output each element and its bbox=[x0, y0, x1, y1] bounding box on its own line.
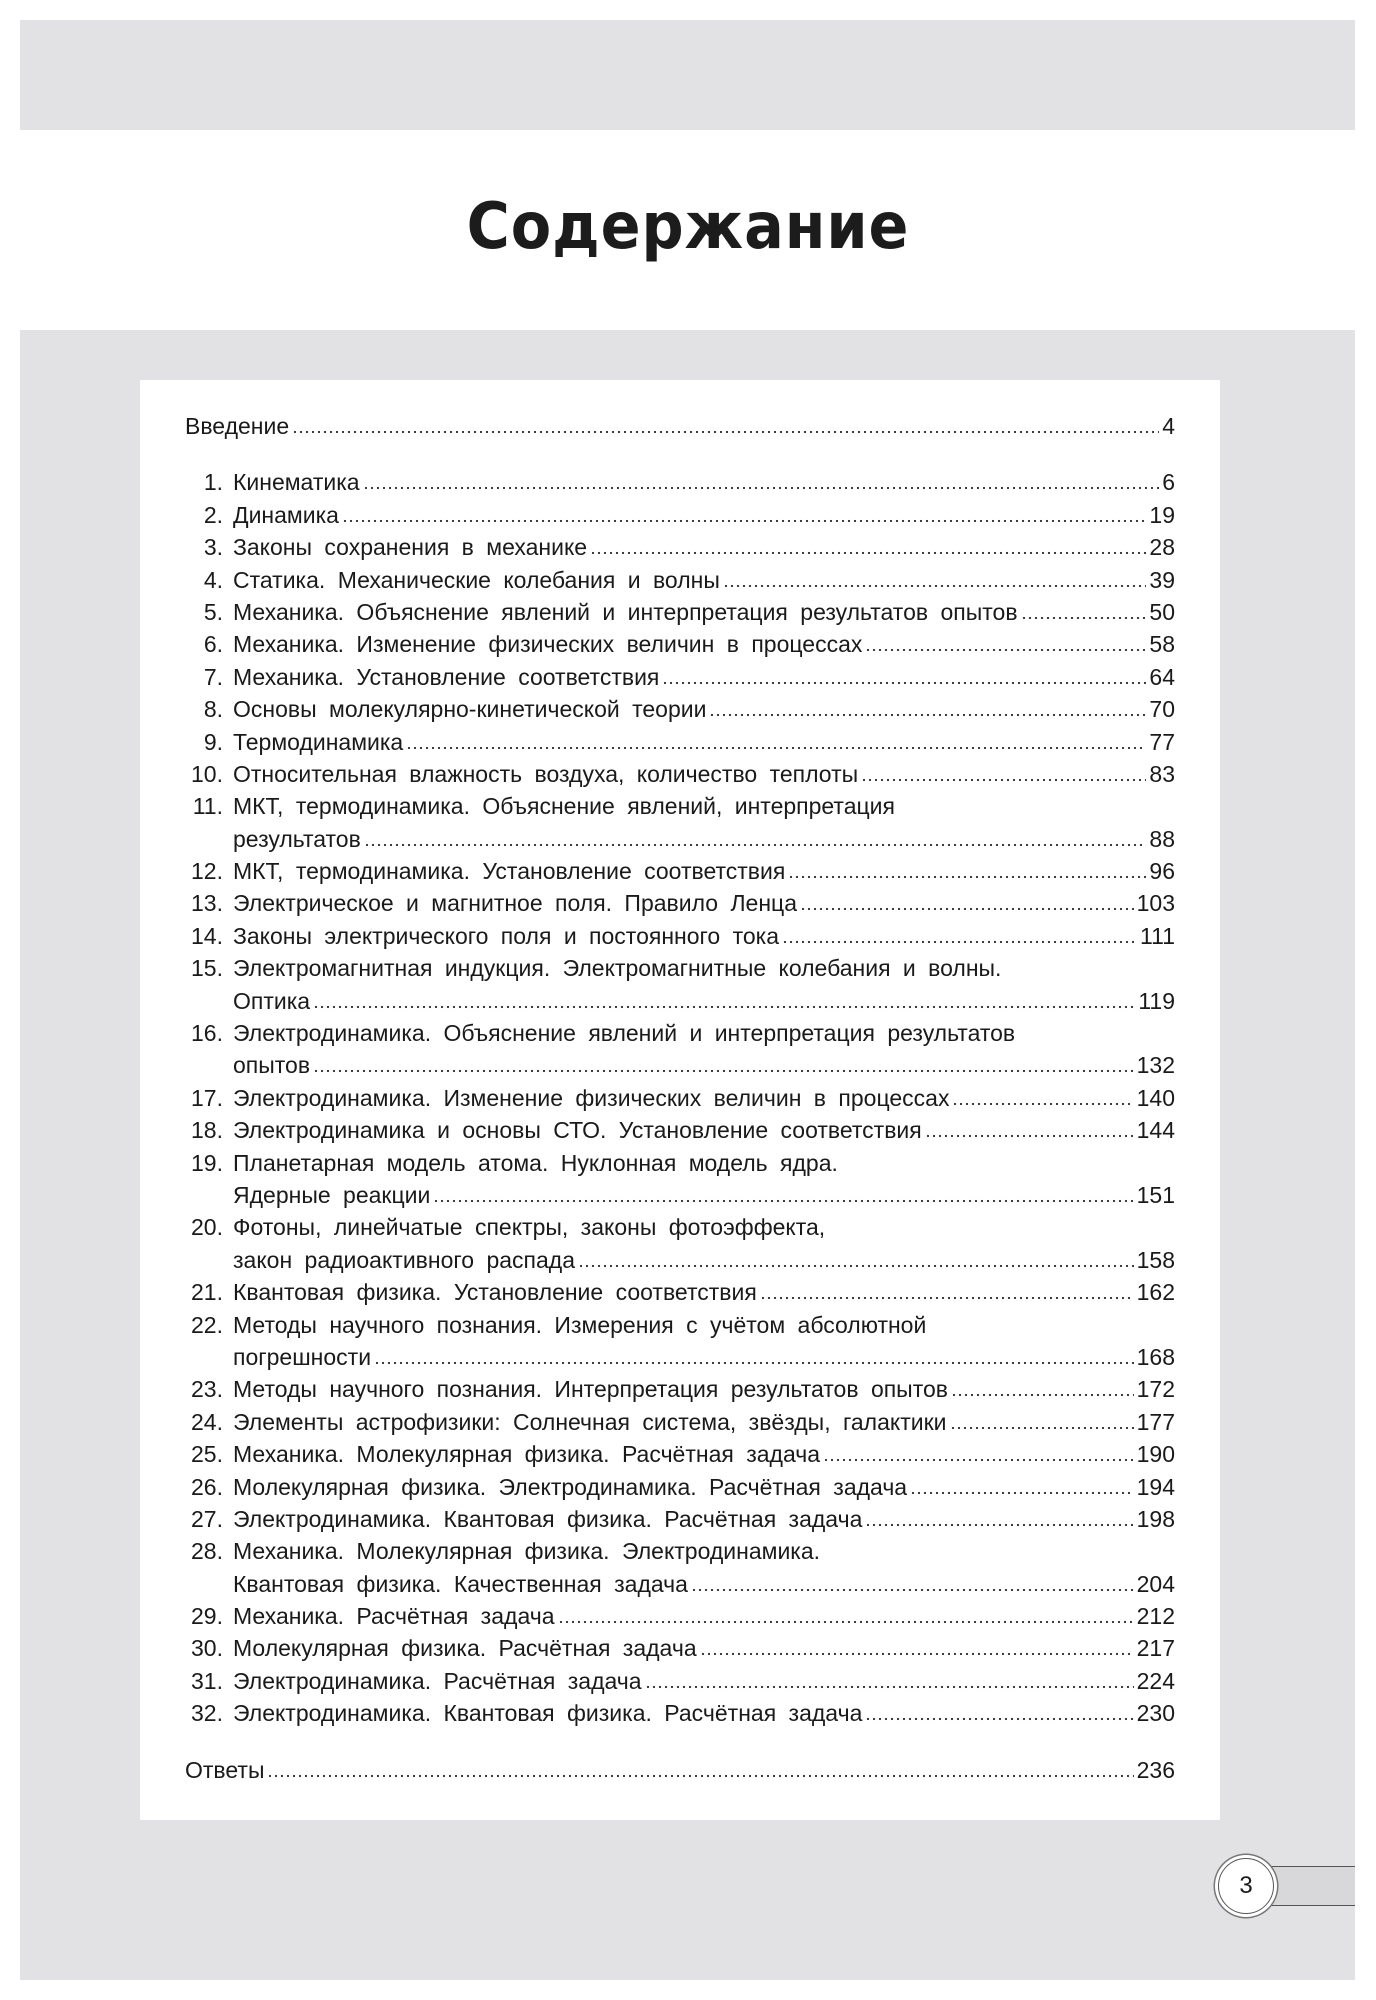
toc-sheet bbox=[140, 380, 1220, 1820]
dot-leader bbox=[709, 713, 1146, 717]
toc-entry[interactable] bbox=[185, 1049, 1175, 1081]
toc-entry-number: 22. bbox=[191, 1311, 223, 1338]
toc-entry-number: 17. bbox=[191, 1084, 223, 1111]
toc-entry[interactable] bbox=[185, 1697, 1175, 1729]
table-of-contents bbox=[185, 410, 1175, 1786]
dot-leader bbox=[363, 486, 1160, 490]
toc-entry-number: 8. bbox=[203, 696, 223, 723]
toc-page: 230 bbox=[1136, 1700, 1175, 1727]
dot-leader bbox=[662, 681, 1146, 685]
toc-entry[interactable] bbox=[185, 1600, 1175, 1632]
toc-entry-title: Элементы астрофизики: Солнечная система, звёзды, галактики bbox=[233, 1408, 947, 1435]
toc-page: 177 bbox=[1136, 1408, 1175, 1435]
dot-leader bbox=[313, 1069, 1134, 1073]
dot-leader bbox=[342, 519, 1146, 523]
toc-entry-title: Механика. Установление соответствия bbox=[233, 663, 660, 690]
toc-entry-title: Фотоны, линейчатые спектры, законы фотоэффекта, bbox=[233, 1214, 826, 1241]
toc-entry-title: Квантовая физика. Качественная задача bbox=[233, 1570, 688, 1597]
toc-entry[interactable] bbox=[185, 1309, 1175, 1341]
toc-entry-title: Законы электрического поля и постоянного тока bbox=[233, 922, 780, 949]
toc-entry-number: 26. bbox=[191, 1473, 223, 1500]
toc-entry[interactable] bbox=[185, 1471, 1175, 1503]
toc-entry-number: 21. bbox=[191, 1279, 223, 1306]
dot-leader bbox=[645, 1685, 1134, 1689]
toc-page: 151 bbox=[1136, 1181, 1175, 1208]
dot-leader bbox=[558, 1620, 1134, 1624]
toc-entry[interactable] bbox=[185, 531, 1175, 563]
toc-entry-title: Электродинамика. Квантовая физика. Расчётная задача bbox=[233, 1505, 863, 1532]
toc-entry-title: Статика. Механические колебания и волны bbox=[233, 566, 720, 593]
toc-entry-number: 9. bbox=[203, 728, 223, 755]
toc-page: 162 bbox=[1136, 1279, 1175, 1306]
toc-entry-number: 29. bbox=[191, 1603, 223, 1630]
toc-entry[interactable] bbox=[185, 758, 1175, 790]
toc-entry-title: Законы сохранения в механике bbox=[233, 534, 588, 561]
toc-entry[interactable] bbox=[185, 596, 1175, 628]
toc-page: 70 bbox=[1149, 696, 1175, 723]
toc-entry[interactable] bbox=[185, 1341, 1175, 1373]
toc-page: 88 bbox=[1149, 825, 1175, 852]
dot-leader bbox=[800, 907, 1134, 911]
toc-entry-number: 11. bbox=[192, 793, 223, 820]
toc-entry-number: 7. bbox=[203, 663, 223, 690]
toc-entry-number: 18. bbox=[191, 1117, 223, 1144]
toc-page: 144 bbox=[1136, 1117, 1175, 1144]
toc-entry[interactable] bbox=[185, 1535, 1175, 1567]
toc-entry-title: Основы молекулярно-кинетической теории bbox=[233, 696, 707, 723]
toc-entry-number: 2. bbox=[203, 501, 223, 528]
toc-page: 39 bbox=[1149, 566, 1175, 593]
toc-entry[interactable] bbox=[185, 693, 1175, 725]
toc-page: 158 bbox=[1136, 1246, 1175, 1273]
toc-entry[interactable] bbox=[185, 1179, 1175, 1211]
dot-leader bbox=[374, 1361, 1134, 1365]
toc-entry-number: 30. bbox=[191, 1635, 223, 1662]
toc-entry[interactable] bbox=[185, 1017, 1175, 1049]
toc-entry-number: 15. bbox=[191, 955, 223, 982]
toc-entry-title: Механика. Изменение физических величин в процессах bbox=[233, 631, 863, 658]
dot-leader bbox=[406, 746, 1146, 750]
dot-leader bbox=[700, 1652, 1134, 1656]
dot-leader bbox=[910, 1491, 1134, 1495]
toc-page: 236 bbox=[1136, 1756, 1175, 1783]
toc-entry-number: 13. bbox=[191, 890, 223, 917]
toc-entry-number: 20. bbox=[191, 1214, 223, 1241]
toc-entry[interactable] bbox=[185, 790, 1175, 822]
toc-page: 83 bbox=[1149, 760, 1175, 787]
toc-entry-number: 16. bbox=[191, 1020, 223, 1047]
toc-entry[interactable] bbox=[185, 466, 1175, 498]
toc-entry-title: Механика. Объяснение явлений и интерпретация результатов опытов bbox=[233, 598, 1018, 625]
toc-entries bbox=[185, 466, 1175, 1729]
toc-entry-title: Относительная влажность воздуха, количество теплоты bbox=[233, 760, 859, 787]
toc-entry-number: 1. bbox=[203, 469, 223, 496]
toc-answers-label: Ответы bbox=[185, 1756, 265, 1783]
toc-entry[interactable] bbox=[185, 985, 1175, 1017]
dot-leader bbox=[951, 1393, 1134, 1397]
toc-entry[interactable] bbox=[185, 1373, 1175, 1405]
dot-leader bbox=[952, 1102, 1133, 1106]
dot-leader bbox=[861, 778, 1146, 782]
toc-entry[interactable] bbox=[185, 887, 1175, 919]
toc-page: 64 bbox=[1149, 663, 1175, 690]
toc-entry-number: 32. bbox=[191, 1700, 223, 1727]
toc-entry-number: 10. bbox=[191, 760, 223, 787]
dot-leader bbox=[292, 430, 1159, 434]
toc-page: 140 bbox=[1136, 1084, 1175, 1111]
dot-leader bbox=[313, 1005, 1135, 1009]
dot-leader bbox=[823, 1458, 1134, 1462]
toc-page: 168 bbox=[1136, 1343, 1175, 1370]
toc-entry-title: Термодинамика bbox=[233, 728, 404, 755]
toc-page: 198 bbox=[1136, 1505, 1175, 1532]
toc-entry[interactable] bbox=[185, 1114, 1175, 1146]
toc-page: 132 bbox=[1136, 1052, 1175, 1079]
toc-page: 4 bbox=[1162, 413, 1175, 439]
toc-entry-title: результатов bbox=[233, 825, 361, 852]
toc-entry[interactable] bbox=[185, 564, 1175, 596]
dot-leader bbox=[865, 1523, 1133, 1527]
dot-leader bbox=[788, 875, 1146, 879]
dot-leader bbox=[590, 551, 1146, 555]
toc-entry-title: Электродинамика. Расчётная задача bbox=[233, 1667, 642, 1694]
toc-page: 19 bbox=[1149, 501, 1175, 528]
toc-entry-number: 27. bbox=[191, 1505, 223, 1532]
toc-intro-label: Введение bbox=[185, 413, 290, 439]
toc-entry[interactable] bbox=[185, 1406, 1175, 1438]
toc-entry[interactable] bbox=[185, 661, 1175, 693]
toc-entry-title: Электромагнитная индукция. Электромагнитные колебания и волны. bbox=[233, 955, 1002, 982]
toc-entry-number: 24. bbox=[191, 1408, 223, 1435]
dot-leader bbox=[925, 1134, 1134, 1138]
toc-entry-number: 5. bbox=[203, 598, 223, 625]
toc-entry[interactable] bbox=[185, 1568, 1175, 1600]
toc-page: 204 bbox=[1136, 1570, 1175, 1597]
toc-page: 28 bbox=[1149, 534, 1175, 561]
toc-page: 6 bbox=[1162, 469, 1175, 496]
page-title: Содержание bbox=[466, 190, 910, 264]
toc-entry-title: Планетарная модель атома. Нуклонная модель ядра. bbox=[233, 1149, 838, 1176]
toc-entry[interactable] bbox=[185, 1438, 1175, 1470]
toc-entry-title: Электродинамика. Квантовая физика. Расчётная задача bbox=[233, 1700, 863, 1727]
toc-entry-title: Методы научного познания. Измерения с учётом абсолютной bbox=[233, 1311, 927, 1338]
toc-page: 212 bbox=[1136, 1603, 1175, 1630]
toc-entry-number: 4. bbox=[203, 566, 223, 593]
dot-leader bbox=[578, 1264, 1134, 1268]
toc-entry[interactable] bbox=[185, 1503, 1175, 1535]
toc-entry[interactable] bbox=[185, 499, 1175, 531]
toc-entry-number: 25. bbox=[191, 1441, 223, 1468]
dot-leader bbox=[782, 940, 1137, 944]
dot-leader bbox=[760, 1296, 1134, 1300]
toc-page: 50 bbox=[1149, 598, 1175, 625]
dot-leader bbox=[433, 1199, 1133, 1203]
toc-page: 96 bbox=[1149, 858, 1175, 885]
toc-entry-number: 6. bbox=[203, 631, 223, 658]
toc-page: 224 bbox=[1136, 1667, 1175, 1694]
toc-page: 194 bbox=[1136, 1473, 1175, 1500]
toc-entry-title: погрешности bbox=[233, 1343, 372, 1370]
toc-entry-number: 23. bbox=[191, 1376, 223, 1403]
toc-entry-title: закон радиоактивного распада bbox=[233, 1246, 575, 1273]
toc-entry[interactable] bbox=[185, 1632, 1175, 1664]
toc-entry[interactable] bbox=[185, 726, 1175, 758]
toc-entry-title: Электрическое и магнитное поля. Правило Ленца bbox=[233, 890, 798, 917]
dot-leader bbox=[723, 584, 1147, 588]
toc-entry[interactable] bbox=[185, 1082, 1175, 1114]
toc-entry-title: МКТ, термодинамика. Установление соответствия bbox=[233, 858, 786, 885]
toc-entry-title: Электродинамика и основы СТО. Установление соответствия bbox=[233, 1117, 922, 1144]
toc-entry[interactable] bbox=[185, 855, 1175, 887]
dot-leader bbox=[950, 1426, 1134, 1430]
toc-answers[interactable] bbox=[185, 1754, 1175, 1786]
toc-entry[interactable] bbox=[185, 823, 1175, 855]
dot-leader bbox=[267, 1774, 1133, 1778]
toc-entry[interactable] bbox=[185, 1244, 1175, 1276]
toc-page: 77 bbox=[1149, 728, 1175, 755]
dot-leader bbox=[865, 648, 1146, 652]
toc-page: 58 bbox=[1149, 631, 1175, 658]
toc-entry-title: Квантовая физика. Установление соответствия bbox=[233, 1279, 757, 1306]
toc-entry-title: Кинематика bbox=[233, 469, 360, 496]
toc-entry-title: Оптика bbox=[233, 987, 311, 1014]
toc-entry-title: Механика. Молекулярная физика. Расчётная задача bbox=[233, 1441, 821, 1468]
toc-entry-title: Методы научного познания. Интерпретация результатов опытов bbox=[233, 1376, 949, 1403]
toc-entry[interactable] bbox=[185, 1211, 1175, 1243]
dot-leader bbox=[364, 843, 1147, 847]
toc-entry-title: Электродинамика. Объяснение явлений и интерпретация результатов bbox=[233, 1020, 1016, 1047]
toc-entry-title: Динамика bbox=[233, 501, 339, 528]
toc-page: 111 bbox=[1140, 922, 1175, 949]
toc-page: 119 bbox=[1138, 987, 1175, 1014]
toc-entry[interactable] bbox=[185, 628, 1175, 660]
toc-intro[interactable] bbox=[185, 410, 1175, 442]
dot-leader bbox=[865, 1717, 1133, 1721]
toc-entry-number: 19. bbox=[191, 1149, 223, 1176]
toc-entry-title: опытов bbox=[233, 1052, 311, 1079]
toc-entry-title: Электродинамика. Изменение физических величин в процессах bbox=[233, 1084, 950, 1111]
toc-entry-number: 31. bbox=[191, 1667, 223, 1694]
toc-entry[interactable] bbox=[185, 1665, 1175, 1697]
toc-entry-number: 14. bbox=[191, 922, 223, 949]
toc-entry-title: Механика. Молекулярная физика. Электродинамика. bbox=[233, 1538, 821, 1565]
toc-entry-title: Молекулярная физика. Электродинамика. Расчётная задача bbox=[233, 1473, 908, 1500]
dot-leader bbox=[1021, 616, 1147, 620]
toc-entry-number: 12. bbox=[191, 858, 223, 885]
toc-entry-title: Молекулярная физика. Расчётная задача bbox=[233, 1635, 697, 1662]
toc-entry[interactable] bbox=[185, 920, 1175, 952]
toc-page: 172 bbox=[1136, 1376, 1175, 1403]
toc-entry-title: Механика. Расчётная задача bbox=[233, 1603, 555, 1630]
toc-entry-title: МКТ, термодинамика. Объяснение явлений, интерпретация bbox=[233, 793, 895, 820]
toc-entry-number: 3. bbox=[203, 534, 223, 561]
toc-page: 190 bbox=[1136, 1441, 1175, 1468]
toc-entry[interactable] bbox=[185, 1276, 1175, 1308]
toc-page: 103 bbox=[1136, 890, 1175, 917]
page-number: 3 bbox=[1218, 1858, 1274, 1914]
toc-entry-number: 28. bbox=[191, 1538, 223, 1565]
toc-entry[interactable] bbox=[185, 1147, 1175, 1179]
toc-entry-title: Ядерные реакции bbox=[233, 1181, 431, 1208]
header-band bbox=[20, 20, 1355, 130]
toc-page: 217 bbox=[1136, 1635, 1175, 1662]
toc-entry[interactable] bbox=[185, 952, 1175, 984]
dot-leader bbox=[691, 1588, 1134, 1592]
